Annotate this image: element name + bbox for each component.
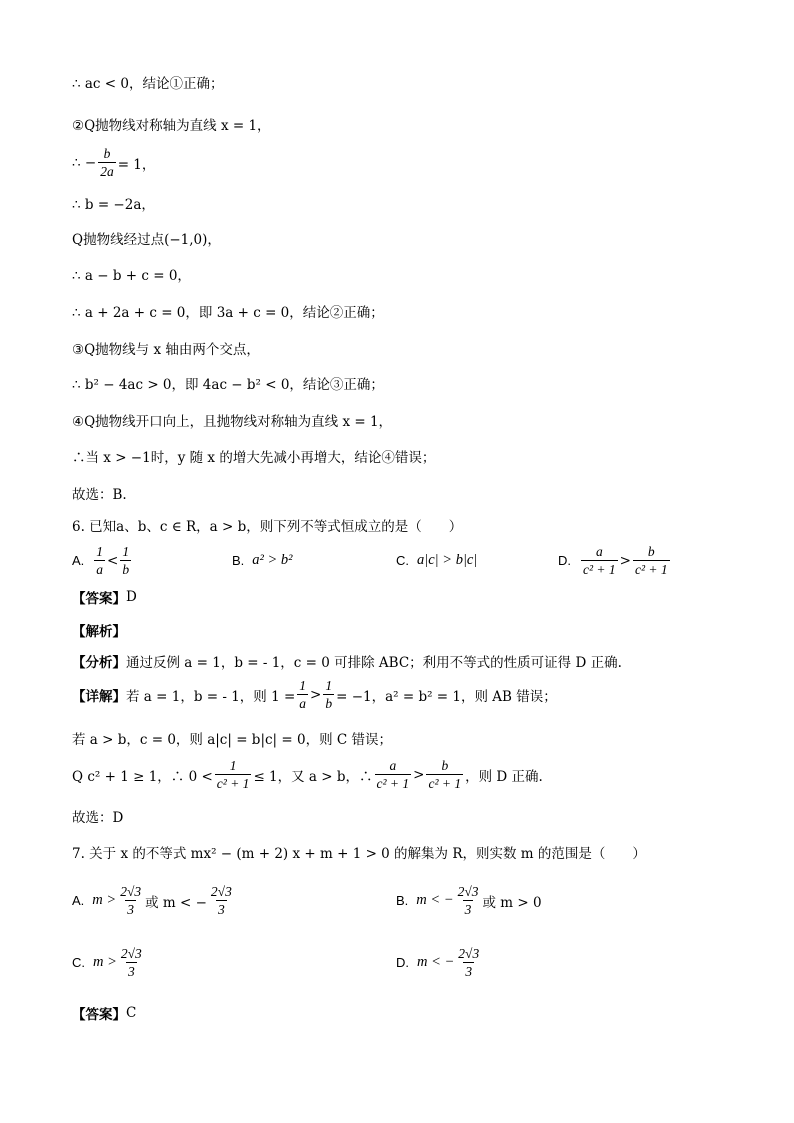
text: 或 m < −: [145, 894, 207, 911]
option-label: A.: [72, 893, 85, 908]
text: 若 a > b，c = 0，则 a|c| = b|c| = 0，则 C 错误；: [72, 732, 393, 748]
operator: >: [413, 766, 425, 783]
numerator: a: [595, 544, 603, 559]
option-text: a² > b²: [252, 552, 293, 568]
numerator: b: [647, 544, 655, 559]
numerator: 2√3: [210, 884, 232, 899]
text: 故选：D: [72, 810, 124, 826]
option-label: D.: [558, 553, 571, 568]
fraction: [581, 543, 618, 578]
q7-option-a: [72, 883, 236, 918]
question-6-stem: [72, 515, 462, 535]
numerator: 2√3: [457, 884, 479, 899]
numerator: 1: [325, 678, 333, 693]
text: = 1，: [117, 156, 156, 173]
numerator: a: [389, 758, 397, 773]
fraction: [323, 677, 334, 712]
fraction-b-over-2a: [98, 145, 116, 180]
q6-detail-3: [72, 757, 543, 792]
text: 6. 已知a、b、c ∈ R，a > b，则下列不等式恒成立的是（ ）: [72, 519, 463, 535]
text: Q抛物线经过点(−1,0)，: [72, 232, 221, 248]
solution-line-6: [72, 264, 191, 284]
q7-answer: [72, 1003, 136, 1023]
solution-line-9: [72, 373, 384, 393]
denominator: b: [325, 696, 333, 711]
numerator: 2√3: [120, 884, 142, 899]
solution-line-3: [72, 145, 155, 180]
denominator: c² + 1: [634, 562, 668, 577]
denominator: a: [299, 696, 307, 711]
text: ∴ a − b + c = 0，: [72, 268, 191, 284]
numerator: 1: [229, 758, 237, 773]
option-label: C.: [396, 553, 409, 568]
numerator: 1: [299, 678, 307, 693]
denominator: a: [96, 562, 104, 577]
denominator: 3: [464, 902, 472, 917]
q7-option-b: [396, 883, 542, 918]
text: ∴ −: [72, 154, 97, 171]
option-label: B.: [232, 553, 245, 568]
denominator: 3: [127, 964, 135, 979]
fraction: [215, 757, 252, 792]
answer-tag: 【答案】: [72, 591, 126, 607]
text: 7. 关于 x 的不等式 mx² − (m + 2) x + m + 1 > 0 的解集为 R，则实数 m 的范围是（ ）: [72, 846, 646, 862]
solution-line-1: [72, 72, 223, 92]
question-7-stem: [72, 842, 646, 862]
option-text: a|c| > b|c|: [417, 552, 478, 568]
denominator: c² + 1: [216, 776, 250, 791]
q7-option-c: [72, 945, 146, 980]
detail-tag: 【详解】: [72, 688, 126, 705]
denominator: b: [122, 562, 130, 577]
text: m < −: [417, 954, 455, 970]
text: ②Q抛物线对称轴为直线 x = 1，: [72, 118, 271, 134]
q6-option-c: [396, 552, 477, 569]
text: ≤ 1，又 a > b，∴: [253, 768, 373, 785]
denominator: c² + 1: [583, 562, 616, 577]
text: ∴ b² − 4ac > 0，即 4ac − b² < 0，结论③正确；: [72, 377, 384, 393]
numerator: 1: [96, 544, 104, 559]
option-label: A.: [72, 553, 85, 568]
operator: >: [619, 552, 631, 569]
q6-choose: [72, 806, 123, 826]
text: ③Q抛物线与 x 轴由两个交点，: [72, 342, 260, 358]
fraction: [209, 883, 234, 918]
fraction: [456, 883, 481, 918]
fraction: [297, 677, 308, 712]
text: ，则 D 正确.: [465, 768, 543, 785]
fenxi-text: 通过反例 a = 1，b = - 1，c = 0 可排除 ABC；利用不等式的性质可证得 D 正确.: [126, 655, 622, 671]
q6-option-b: [232, 552, 293, 569]
solution-line-11: [72, 446, 435, 466]
fraction: [118, 883, 143, 918]
solution-line-7: [72, 301, 384, 321]
solution-line-8: [72, 338, 260, 358]
option-label: C.: [72, 955, 85, 970]
fraction: [94, 543, 105, 578]
text: 若 a = 1，b = - 1，则 1 =: [126, 688, 296, 705]
answer-tag: 【答案】: [72, 1007, 126, 1023]
fenxi-tag: 【分析】: [72, 655, 126, 671]
numerator: 2√3: [120, 946, 142, 961]
q6-option-d: [558, 543, 672, 578]
text: ∴ ac < 0，结论①正确；: [72, 76, 224, 92]
fraction: [375, 757, 412, 792]
fraction: [120, 543, 131, 578]
solution-line-2: [72, 114, 271, 134]
text: = −1，a² = b² = 1，则 AB 错误；: [336, 688, 557, 705]
fraction: [456, 945, 481, 980]
fraction: [426, 757, 463, 792]
q6-fenxi: [72, 651, 622, 671]
fraction: [633, 543, 670, 578]
q6-detail-2: [72, 728, 392, 748]
numerator: 1: [122, 544, 130, 559]
solution-line-5: [72, 228, 221, 248]
numerator: b: [103, 146, 111, 161]
operator: >: [310, 686, 322, 703]
q6-detail-1: [72, 677, 557, 712]
operator: <: [107, 552, 119, 569]
q6-analysis-heading: [72, 620, 126, 640]
text: ④Q抛物线开口向上，且抛物线对称轴为直线 x = 1，: [72, 414, 393, 430]
numerator: 2√3: [458, 946, 480, 961]
text: ∴ a + 2a + c = 0，即 3a + c = 0，结论②正确；: [72, 305, 384, 321]
text: Q c² + 1 ≥ 1，∴ 0 <: [72, 768, 213, 785]
solution-line-4: [72, 193, 155, 213]
answer-value: C: [126, 1005, 137, 1021]
text: 故选：B.: [72, 487, 127, 503]
analysis-tag: 【解析】: [72, 624, 126, 640]
solution-line-10: [72, 410, 392, 430]
q6-option-a: [72, 543, 133, 578]
text: m >: [92, 892, 117, 908]
fraction: [119, 945, 144, 980]
denominator: c² + 1: [428, 776, 462, 791]
denominator: 2a: [100, 164, 114, 179]
denominator: c² + 1: [376, 776, 410, 791]
text: m < −: [416, 892, 454, 908]
answer-value: D: [126, 589, 137, 605]
q6-answer: [72, 587, 137, 607]
denominator: 3: [218, 902, 225, 917]
option-label: B.: [396, 893, 409, 908]
denominator: 3: [465, 964, 473, 979]
text: 或 m > 0: [482, 894, 542, 911]
numerator: b: [441, 758, 449, 773]
denominator: 3: [127, 902, 135, 917]
option-label: D.: [396, 955, 409, 970]
text: m >: [93, 954, 117, 970]
text: ∴ b = −2a，: [72, 197, 155, 213]
q7-option-d: [396, 945, 483, 980]
text: ∴当 x > −1时，y 随 x 的增大先减小再增大，结论④错误；: [72, 450, 436, 466]
solution-line-12: [72, 483, 127, 503]
